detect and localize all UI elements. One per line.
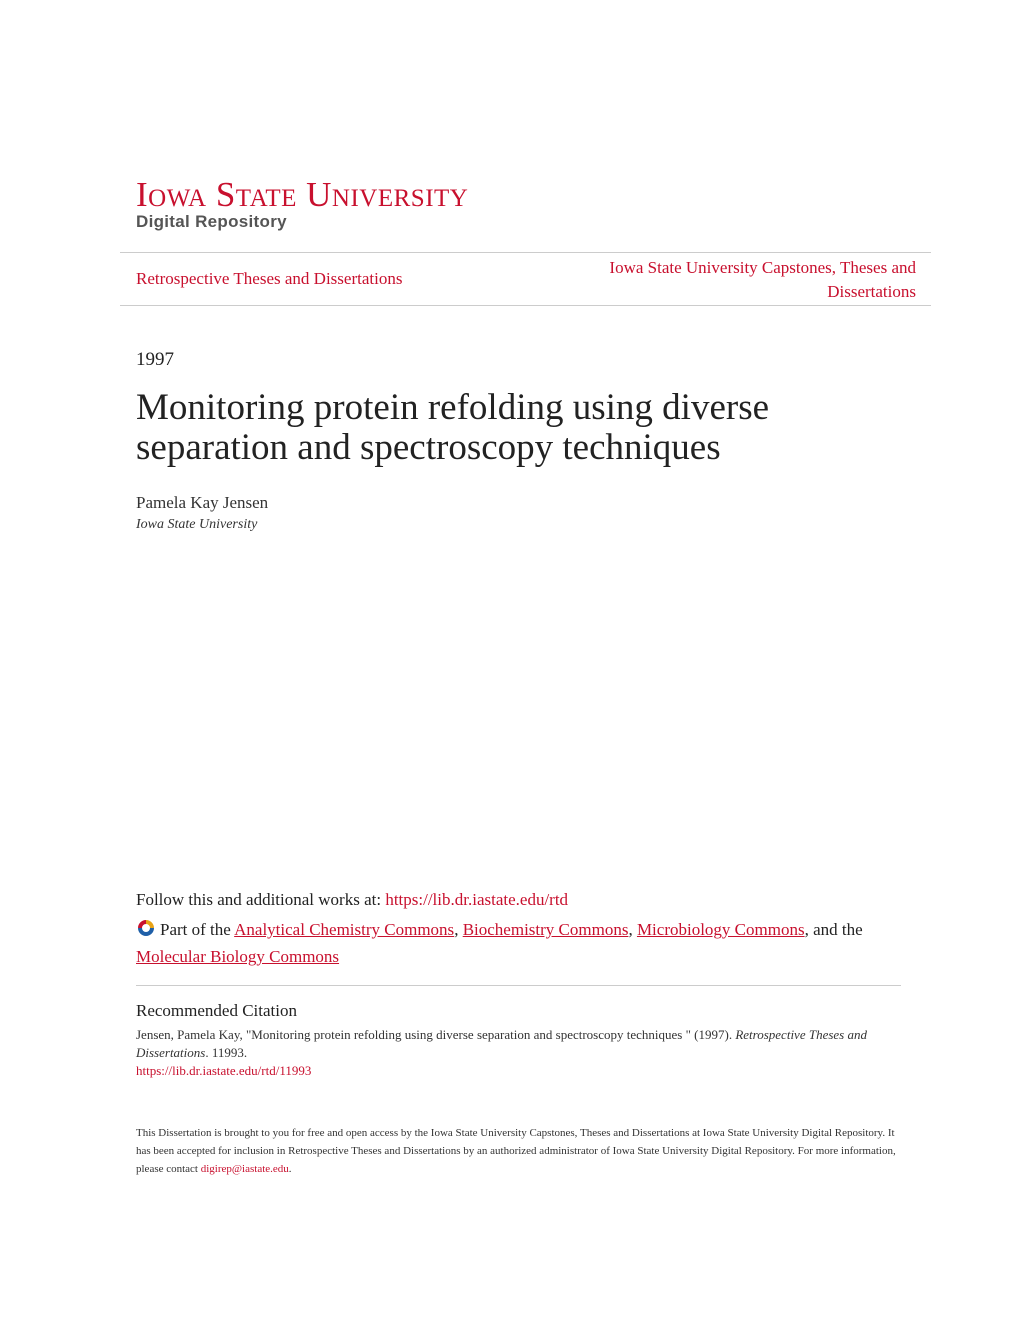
citation-url-link[interactable]: https://lib.dr.iastate.edu/rtd/11993 [136, 1063, 312, 1078]
header-top-rule [120, 252, 931, 253]
footer-end: . [288, 1163, 292, 1175]
capstones-theses-link[interactable]: Iowa State University Capstones, Theses and Dissertations [609, 258, 916, 301]
contact-email-link[interactable]: digirep@iastate.edu [200, 1163, 289, 1175]
retrospective-theses-link[interactable]: Retrospective Theses and Dissertations [136, 269, 403, 288]
header-bottom-rule [120, 305, 931, 306]
citation-divider [136, 985, 901, 986]
molecular-biology-commons-link[interactable]: Molecular Biology Commons [136, 947, 340, 966]
citation-number: . 11993. [205, 1045, 248, 1060]
part-of-prefix: Part of the [160, 920, 235, 939]
author-affiliation: Iowa State University [136, 517, 258, 532]
separator: , [454, 920, 463, 939]
follow-url-link[interactable]: https://lib.dr.iastate.edu/rtd [385, 890, 569, 909]
publication-year: 1997 [136, 349, 174, 370]
university-logo-name: Iowa State University [136, 175, 469, 214]
citation-text [136, 1026, 896, 1080]
network-icon [136, 918, 156, 945]
citation-body: Jensen, Pamela Kay, "Monitoring protein refolding using diverse separation and spectroscopy techniques " (1997). [136, 1027, 736, 1042]
follow-prefix: Follow this and additional works at: [136, 890, 386, 909]
digital-repository-label: Digital Repository [136, 212, 287, 231]
citation-series: Retrospective Theses and Dissertations [136, 1027, 867, 1060]
part-of-line [136, 918, 906, 969]
author-name: Pamela Kay Jensen [136, 493, 269, 512]
analytical-chemistry-commons-link[interactable]: Analytical Chemistry Commons [234, 920, 455, 939]
separator: , [628, 920, 637, 939]
separator-and-the: , and the [804, 920, 863, 939]
microbiology-commons-link[interactable]: Microbiology Commons [636, 920, 805, 939]
footer-notice [136, 1124, 896, 1178]
follow-line [136, 888, 568, 912]
biochemistry-commons-link[interactable]: Biochemistry Commons [462, 920, 629, 939]
footer-text: This Dissertation is brought to you for free and open access by the Iowa State University Capstones, Theses and Dissertations at Iowa State University Digital Repository. It has been accepted for inclusion in Retrospective Theses and Dissertations by an authorized administrator of Iowa State University Digital Repository. For more information, please contact [136, 1127, 896, 1175]
citation-heading: Recommended Citation [136, 1001, 297, 1020]
document-title: Monitoring protein refolding using diverse separation and spectroscopy techniques [136, 387, 770, 468]
